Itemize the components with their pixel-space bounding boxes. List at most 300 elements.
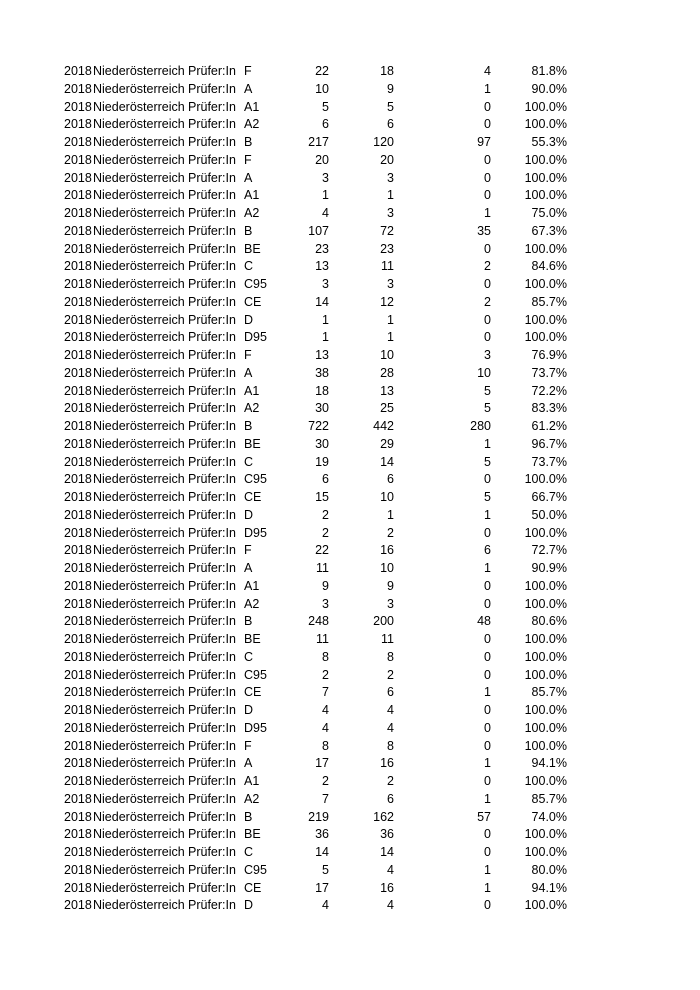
table-row: [0, 170, 700, 188]
total-cell: 219: [308, 809, 329, 824]
failed-cell: 1: [484, 507, 491, 522]
passed-cell: 16: [380, 543, 394, 558]
year-cell: 2018: [64, 898, 92, 913]
role-cell: Prüfer:In: [188, 703, 236, 717]
total-cell: 36: [315, 827, 329, 842]
pass-rate-cell: 75.0%: [531, 206, 567, 220]
table-row: [0, 667, 700, 685]
role-cell: Prüfer:In: [188, 64, 236, 78]
total-cell: 11: [316, 632, 329, 646]
pass-rate-cell: 100.0%: [524, 170, 567, 185]
pass-rate-cell: 94.1%: [531, 756, 567, 771]
license-class-cell: A2: [244, 596, 260, 611]
table-row: [0, 454, 700, 472]
failed-cell: 280: [470, 419, 491, 433]
region-cell: Niederösterreich: [93, 419, 185, 433]
failed-cell: 57: [477, 809, 491, 824]
role-cell: Prüfer:In: [188, 632, 236, 646]
passed-cell: 1: [387, 507, 394, 522]
total-cell: 5: [322, 862, 329, 877]
table-row: [0, 347, 700, 365]
region-cell: Niederösterreich: [93, 81, 185, 96]
table-row: [0, 596, 700, 614]
year-cell: 2018: [64, 756, 92, 771]
table-row: [0, 507, 700, 525]
region-cell: Niederösterreich: [93, 383, 185, 398]
pass-rate-cell: 100.0%: [524, 152, 567, 167]
total-cell: 1: [322, 330, 329, 345]
table-row: [0, 862, 700, 880]
role-cell: Prüfer:In: [188, 898, 236, 913]
pass-rate-cell: 55.3%: [531, 135, 567, 149]
passed-cell: 10: [380, 490, 394, 504]
passed-cell: 1: [387, 312, 394, 327]
license-class-cell: D: [244, 703, 254, 717]
table-row: [0, 258, 700, 276]
total-cell: 38: [315, 365, 329, 380]
pass-rate-cell: 76.9%: [531, 348, 567, 362]
role-cell: Prüfer:In: [188, 756, 236, 771]
total-cell: 217: [308, 135, 329, 149]
total-cell: 14: [315, 845, 329, 859]
license-class-cell: A: [244, 170, 253, 185]
role-cell: Prüfer:In: [188, 490, 236, 504]
table-row: [0, 329, 700, 347]
region-cell: Niederösterreich: [93, 703, 185, 717]
total-cell: 2: [322, 667, 329, 682]
year-cell: 2018: [64, 862, 92, 877]
pass-rate-cell: 100.0%: [524, 703, 567, 717]
total-cell: 4: [322, 720, 329, 735]
failed-cell: 0: [484, 99, 491, 114]
role-cell: Prüfer:In: [188, 472, 236, 487]
license-class-cell: F: [244, 543, 252, 558]
failed-cell: 0: [484, 632, 491, 646]
failed-cell: 0: [484, 241, 491, 256]
pass-rate-cell: 84.6%: [531, 259, 567, 274]
total-cell: 3: [322, 170, 329, 185]
license-class-cell: BE: [244, 632, 261, 646]
region-cell: Niederösterreich: [93, 685, 185, 700]
role-cell: Prüfer:In: [188, 685, 236, 700]
role-cell: Prüfer:In: [188, 578, 236, 593]
region-cell: Niederösterreich: [93, 525, 185, 540]
pass-rate-cell: 85.7%: [531, 685, 567, 700]
total-cell: 4: [322, 898, 329, 913]
failed-cell: 0: [484, 703, 491, 717]
table-row: [0, 365, 700, 383]
failed-cell: 0: [484, 774, 491, 788]
year-cell: 2018: [64, 135, 92, 149]
year-cell: 2018: [64, 401, 92, 416]
pass-rate-cell: 80.0%: [531, 862, 567, 877]
year-cell: 2018: [64, 703, 92, 717]
passed-cell: 6: [387, 472, 394, 487]
role-cell: Prüfer:In: [188, 525, 236, 540]
pass-rate-cell: 73.7%: [531, 454, 567, 469]
table-row: [0, 525, 700, 543]
passed-cell: 4: [387, 898, 394, 913]
table-row: [0, 471, 700, 489]
failed-cell: 2: [484, 294, 491, 309]
table-row: [0, 684, 700, 702]
role-cell: Prüfer:In: [188, 170, 236, 185]
failed-cell: 1: [484, 862, 491, 877]
passed-cell: 3: [387, 596, 394, 611]
pass-rate-cell: 100.0%: [524, 472, 567, 487]
passed-cell: 1: [387, 330, 394, 345]
license-class-cell: A: [244, 756, 253, 771]
failed-cell: 0: [484, 525, 491, 540]
year-cell: 2018: [64, 454, 92, 469]
passed-cell: 29: [380, 436, 394, 451]
role-cell: Prüfer:In: [188, 614, 236, 629]
passed-cell: 10: [380, 561, 394, 575]
role-cell: Prüfer:In: [188, 294, 236, 309]
total-cell: 15: [315, 490, 329, 504]
year-cell: 2018: [64, 64, 92, 78]
passed-cell: 16: [380, 880, 394, 895]
region-cell: Niederösterreich: [93, 277, 185, 291]
year-cell: 2018: [64, 596, 92, 611]
passed-cell: 18: [380, 64, 394, 78]
failed-cell: 0: [484, 845, 491, 859]
failed-cell: 0: [484, 277, 491, 291]
region-cell: Niederösterreich: [93, 259, 185, 274]
region-cell: Niederösterreich: [93, 206, 185, 220]
license-class-cell: A: [244, 81, 253, 96]
passed-cell: 3: [387, 206, 394, 220]
pass-rate-cell: 72.2%: [531, 383, 567, 398]
license-class-cell: B: [244, 809, 253, 824]
role-cell: Prüfer:In: [188, 135, 236, 149]
total-cell: 1: [322, 312, 329, 327]
role-cell: Prüfer:In: [188, 223, 236, 238]
pass-rate-cell: 100.0%: [524, 525, 567, 540]
passed-cell: 162: [373, 809, 394, 824]
failed-cell: 1: [484, 81, 491, 96]
total-cell: 248: [308, 614, 329, 629]
failed-cell: 6: [484, 543, 491, 558]
license-class-cell: C95: [244, 472, 267, 487]
year-cell: 2018: [64, 774, 92, 788]
passed-cell: 3: [387, 170, 394, 185]
region-cell: Niederösterreich: [93, 791, 185, 806]
pass-rate-cell: 80.6%: [531, 614, 567, 629]
table-row: [0, 276, 700, 294]
passed-cell: 4: [387, 703, 394, 717]
passed-cell: 6: [387, 791, 394, 806]
role-cell: Prüfer:In: [188, 827, 236, 842]
year-cell: 2018: [64, 436, 92, 451]
pass-rate-cell: 100.0%: [524, 117, 567, 132]
year-cell: 2018: [64, 827, 92, 842]
total-cell: 30: [315, 436, 329, 451]
role-cell: Prüfer:In: [188, 383, 236, 398]
pass-rate-cell: 100.0%: [524, 578, 567, 593]
passed-cell: 6: [387, 685, 394, 700]
total-cell: 10: [315, 81, 329, 96]
region-cell: Niederösterreich: [93, 809, 185, 824]
pass-rate-cell: 74.0%: [531, 809, 567, 824]
license-class-cell: A1: [244, 383, 260, 398]
table-row: [0, 294, 700, 312]
region-cell: Niederösterreich: [93, 64, 185, 78]
region-cell: Niederösterreich: [93, 188, 185, 203]
role-cell: Prüfer:In: [188, 596, 236, 611]
table-row: [0, 116, 700, 134]
total-cell: 1: [322, 188, 329, 203]
failed-cell: 10: [477, 365, 491, 380]
failed-cell: 5: [484, 401, 491, 416]
year-cell: 2018: [64, 81, 92, 96]
total-cell: 6: [322, 472, 329, 487]
pass-rate-cell: 100.0%: [524, 720, 567, 735]
region-cell: Niederösterreich: [93, 774, 185, 788]
region-cell: Niederösterreich: [93, 99, 185, 114]
region-cell: Niederösterreich: [93, 898, 185, 913]
failed-cell: 0: [484, 667, 491, 682]
failed-cell: 2: [484, 259, 491, 274]
passed-cell: 14: [380, 454, 394, 469]
role-cell: Prüfer:In: [188, 507, 236, 522]
license-class-cell: A2: [244, 206, 260, 220]
failed-cell: 0: [484, 117, 491, 132]
license-class-cell: B: [244, 223, 253, 238]
license-class-cell: C: [244, 649, 254, 664]
region-cell: Niederösterreich: [93, 490, 185, 504]
role-cell: Prüfer:In: [188, 862, 236, 877]
region-cell: Niederösterreich: [93, 827, 185, 842]
region-cell: Niederösterreich: [93, 454, 185, 469]
role-cell: Prüfer:In: [188, 401, 236, 416]
region-cell: Niederösterreich: [93, 543, 185, 558]
year-cell: 2018: [64, 667, 92, 682]
license-class-cell: F: [244, 738, 252, 753]
pass-rate-cell: 73.7%: [531, 365, 567, 380]
region-cell: Niederösterreich: [93, 880, 185, 895]
region-cell: Niederösterreich: [93, 436, 185, 451]
region-cell: Niederösterreich: [93, 312, 185, 327]
failed-cell: 0: [484, 738, 491, 753]
role-cell: Prüfer:In: [188, 188, 236, 203]
failed-cell: 0: [484, 898, 491, 913]
passed-cell: 14: [380, 845, 394, 859]
total-cell: 7: [322, 685, 329, 700]
total-cell: 3: [322, 277, 329, 291]
passed-cell: 5: [387, 99, 394, 114]
license-class-cell: D: [244, 312, 254, 327]
year-cell: 2018: [64, 720, 92, 735]
total-cell: 4: [322, 206, 329, 220]
year-cell: 2018: [64, 383, 92, 398]
table-row: [0, 383, 700, 401]
total-cell: 8: [322, 649, 329, 664]
passed-cell: 2: [387, 774, 394, 788]
failed-cell: 1: [484, 206, 491, 220]
pass-rate-cell: 85.7%: [531, 791, 567, 806]
passed-cell: 120: [373, 135, 394, 149]
role-cell: Prüfer:In: [188, 454, 236, 469]
table-row: [0, 649, 700, 667]
year-cell: 2018: [64, 277, 92, 291]
pass-rate-cell: 100.0%: [524, 827, 567, 842]
failed-cell: 1: [484, 685, 491, 700]
table-row: [0, 880, 700, 898]
failed-cell: 1: [484, 436, 491, 451]
year-cell: 2018: [64, 472, 92, 487]
failed-cell: 1: [484, 791, 491, 806]
role-cell: Prüfer:In: [188, 419, 236, 433]
total-cell: 13: [315, 348, 329, 362]
pass-rate-cell: 100.0%: [524, 188, 567, 203]
table-row: [0, 99, 700, 117]
table-row: [0, 400, 700, 418]
license-class-cell: B: [244, 419, 253, 433]
region-cell: Niederösterreich: [93, 507, 185, 522]
total-cell: 11: [316, 561, 329, 575]
license-class-cell: D95: [244, 720, 267, 735]
failed-cell: 5: [484, 490, 491, 504]
region-cell: Niederösterreich: [93, 472, 185, 487]
failed-cell: 0: [484, 720, 491, 735]
failed-cell: 3: [484, 348, 491, 362]
passed-cell: 20: [380, 152, 394, 167]
failed-cell: 0: [484, 649, 491, 664]
role-cell: Prüfer:In: [188, 330, 236, 345]
failed-cell: 0: [484, 312, 491, 327]
role-cell: Prüfer:In: [188, 365, 236, 380]
license-class-cell: C: [244, 845, 254, 859]
total-cell: 20: [315, 152, 329, 167]
pass-rate-cell: 100.0%: [524, 277, 567, 291]
role-cell: Prüfer:In: [188, 348, 236, 362]
passed-cell: 442: [373, 419, 394, 433]
failed-cell: 0: [484, 472, 491, 487]
pass-rate-cell: 96.7%: [531, 436, 567, 451]
failed-cell: 5: [484, 383, 491, 398]
license-class-cell: B: [244, 614, 253, 629]
license-class-cell: D95: [244, 330, 267, 345]
region-cell: Niederösterreich: [93, 649, 185, 664]
total-cell: 2: [322, 774, 329, 788]
region-cell: Niederösterreich: [93, 365, 185, 380]
table-row: [0, 773, 700, 791]
passed-cell: 9: [387, 578, 394, 593]
total-cell: 14: [315, 294, 329, 309]
failed-cell: 97: [477, 135, 491, 149]
passed-cell: 2: [387, 525, 394, 540]
pass-rate-cell: 100.0%: [524, 774, 567, 788]
pass-rate-cell: 90.9%: [531, 561, 567, 575]
license-class-cell: B: [244, 135, 253, 149]
total-cell: 17: [315, 880, 329, 895]
table-row: [0, 63, 700, 81]
region-cell: Niederösterreich: [93, 578, 185, 593]
failed-cell: 1: [484, 756, 491, 771]
passed-cell: 11: [381, 632, 394, 646]
year-cell: 2018: [64, 241, 92, 256]
table-row: [0, 809, 700, 827]
table-row: [0, 223, 700, 241]
license-class-cell: CE: [244, 294, 262, 309]
license-class-cell: CE: [244, 685, 262, 700]
role-cell: Prüfer:In: [188, 312, 236, 327]
role-cell: Prüfer:In: [188, 809, 236, 824]
year-cell: 2018: [64, 419, 92, 433]
year-cell: 2018: [64, 152, 92, 167]
table-row: [0, 205, 700, 223]
table-row: [0, 578, 700, 596]
total-cell: 722: [308, 419, 329, 433]
role-cell: Prüfer:In: [188, 561, 236, 575]
year-cell: 2018: [64, 259, 92, 274]
license-class-cell: CE: [244, 490, 262, 504]
pass-rate-cell: 67.3%: [531, 223, 567, 238]
role-cell: Prüfer:In: [188, 845, 236, 859]
role-cell: Prüfer:In: [188, 99, 236, 114]
passed-cell: 6: [387, 117, 394, 132]
year-cell: 2018: [64, 490, 92, 504]
region-cell: Niederösterreich: [93, 294, 185, 309]
passed-cell: 3: [387, 277, 394, 291]
region-cell: Niederösterreich: [93, 135, 185, 149]
year-cell: 2018: [64, 632, 92, 646]
year-cell: 2018: [64, 561, 92, 575]
year-cell: 2018: [64, 649, 92, 664]
role-cell: Prüfer:In: [188, 543, 236, 558]
year-cell: 2018: [64, 170, 92, 185]
license-class-cell: A: [244, 561, 253, 575]
role-cell: Prüfer:In: [188, 880, 236, 895]
pass-rate-cell: 100.0%: [524, 845, 567, 859]
passed-cell: 16: [380, 756, 394, 771]
total-cell: 8: [322, 738, 329, 753]
passed-cell: 4: [387, 862, 394, 877]
license-class-cell: D95: [244, 525, 267, 540]
passed-cell: 25: [380, 401, 394, 416]
table-row: [0, 791, 700, 809]
role-cell: Prüfer:In: [188, 649, 236, 664]
failed-cell: 0: [484, 596, 491, 611]
role-cell: Prüfer:In: [188, 738, 236, 753]
license-class-cell: F: [244, 152, 252, 167]
table-row: [0, 418, 700, 436]
year-cell: 2018: [64, 312, 92, 327]
pass-rate-cell: 100.0%: [524, 667, 567, 682]
year-cell: 2018: [64, 809, 92, 824]
license-class-cell: C95: [244, 862, 267, 877]
total-cell: 13: [315, 259, 329, 274]
region-cell: Niederösterreich: [93, 845, 185, 859]
year-cell: 2018: [64, 99, 92, 114]
total-cell: 7: [322, 791, 329, 806]
region-cell: Niederösterreich: [93, 632, 185, 646]
role-cell: Prüfer:In: [188, 774, 236, 788]
failed-cell: 0: [484, 152, 491, 167]
license-class-cell: C: [244, 259, 254, 274]
table-row: [0, 489, 700, 507]
year-cell: 2018: [64, 365, 92, 380]
region-cell: Niederösterreich: [93, 241, 185, 256]
license-class-cell: BE: [244, 436, 261, 451]
region-cell: Niederösterreich: [93, 561, 185, 575]
pass-rate-cell: 100.0%: [524, 738, 567, 753]
passed-cell: 12: [380, 294, 394, 309]
failed-cell: 1: [484, 561, 491, 575]
total-cell: 22: [315, 543, 329, 558]
total-cell: 3: [322, 596, 329, 611]
